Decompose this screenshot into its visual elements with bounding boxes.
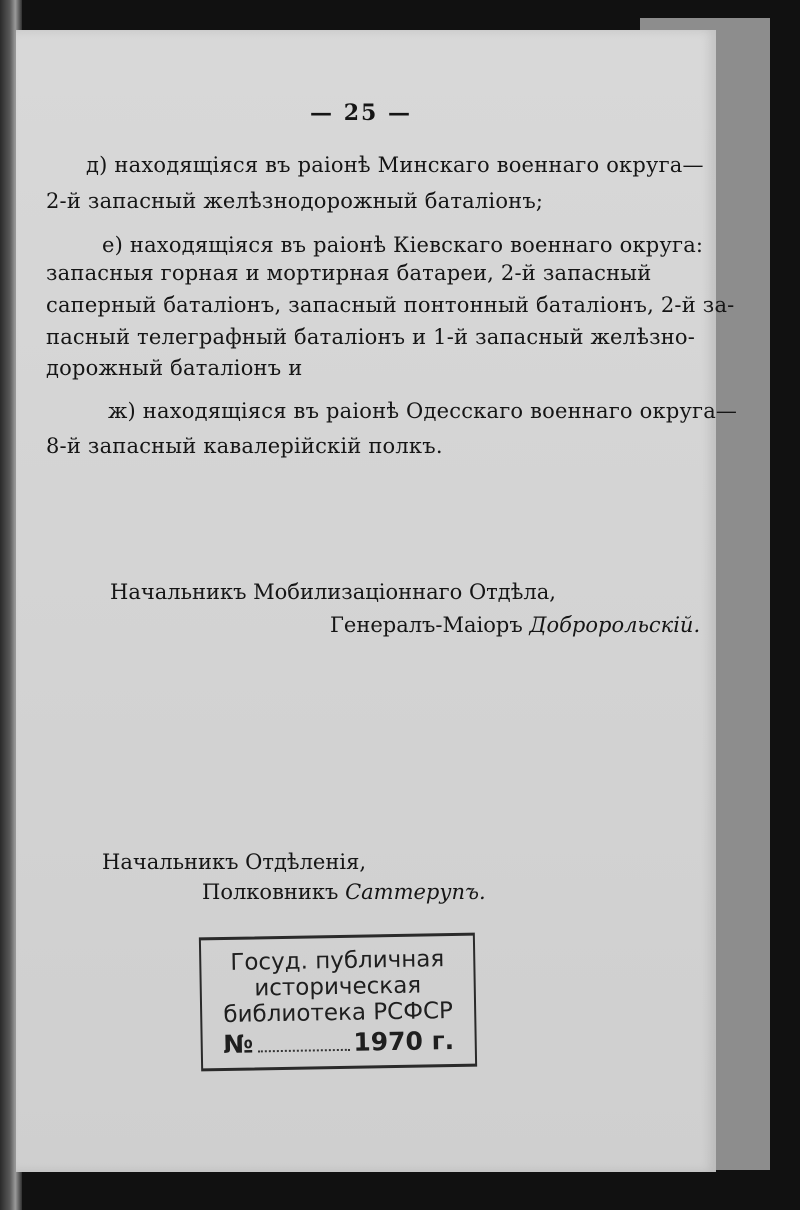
stamp-dotted-blank bbox=[257, 1049, 349, 1053]
stamp-line: Госуд. публичная bbox=[230, 946, 445, 976]
stamp-number-label: № bbox=[223, 1029, 254, 1060]
library-stamp bbox=[199, 933, 477, 1072]
text-line: ж) находящіяся въ раіонѣ Одесскаго военнаго округа— bbox=[108, 399, 738, 423]
text-line: е) находящіяся въ раіонѣ Кіевскаго военнаго округа: bbox=[102, 233, 704, 257]
text-line: 8-й запасный кавалерійскій полкъ. bbox=[46, 434, 443, 458]
text-line: 2-й запасный желѣзнодорожный баталіонъ; bbox=[46, 189, 544, 213]
signature-name: Саттерупъ. bbox=[345, 880, 486, 904]
signature-name: Добророльскій. bbox=[529, 613, 701, 637]
document-page bbox=[16, 30, 738, 1172]
stamp-year: 1970 г. bbox=[353, 1025, 455, 1057]
text-line: д) находящіяся въ раіонѣ Минскаго военнаго округа— bbox=[86, 153, 704, 177]
signature-position: Начальникъ Отдѣленія, bbox=[102, 850, 366, 874]
page-number: — 25 — bbox=[310, 100, 412, 126]
text-line: дорожный баталіонъ и bbox=[46, 356, 303, 380]
signature-rank: Полковникъ bbox=[202, 880, 339, 904]
signature-line bbox=[202, 880, 486, 904]
text-line: пасный телеграфный баталіонъ и 1-й запасный желѣзно- bbox=[46, 325, 696, 349]
signature-rank: Генералъ-Маіоръ bbox=[330, 613, 523, 637]
text-line: запасныя горная и мортирная батареи, 2-й запасный bbox=[46, 261, 652, 285]
signature-position: Начальникъ Мобилизаціоннаго Отдѣла, bbox=[110, 580, 556, 604]
signature-line bbox=[330, 613, 700, 637]
stamp-line: библиотека РСФСР bbox=[223, 997, 454, 1028]
text-line: саперный баталіонъ, запасный понтонный баталіонъ, 2-й за- bbox=[46, 293, 735, 317]
stamp-number-line bbox=[202, 1026, 474, 1060]
stamp-line: историческая bbox=[254, 972, 422, 1002]
